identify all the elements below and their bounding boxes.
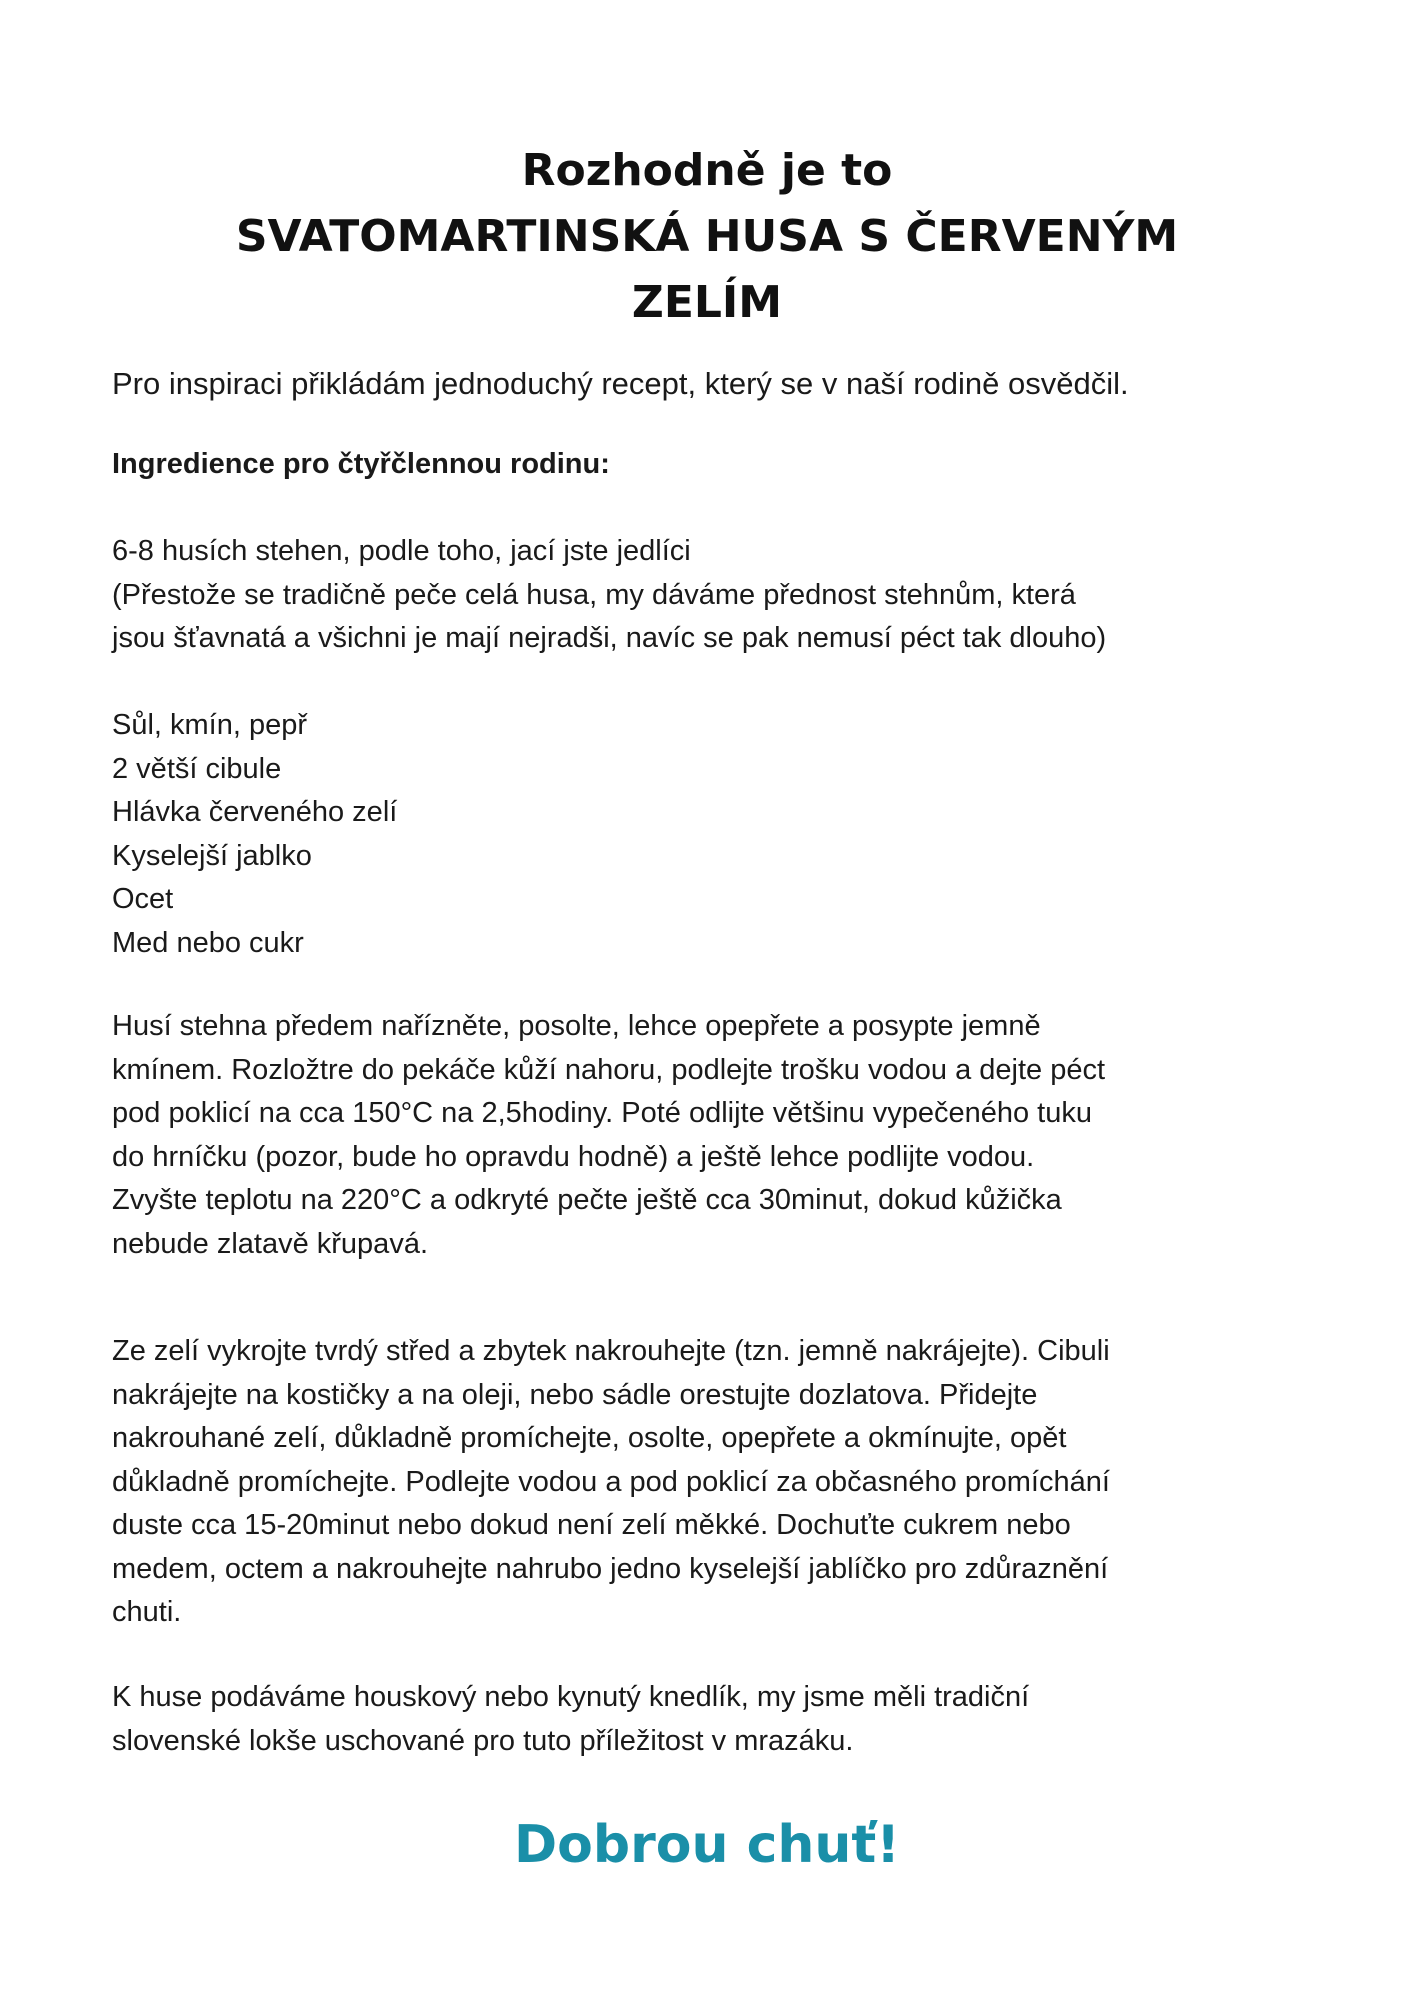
servings-line: (Přestože se tradičně peče celá husa, my dáváme přednost stehnům, která <box>112 578 1076 611</box>
servings-note <box>112 530 1332 661</box>
serve-line: slovenské lokše uschované pro tuto příležitost v mrazáku. <box>112 1724 854 1757</box>
cabbage-line: Ze zelí vykrojte tvrdý střed a zbytek nakrouhejte (tzn. jemně nakrájejte). Cibuli <box>112 1335 1110 1367</box>
ingredient-item: Kyselejší jablko <box>112 839 312 872</box>
cabbage-line: duste cca 15-20minut nebo dokud není zelí měkké. Dochuťte cukrem nebo <box>112 1509 1071 1541</box>
ingredient-item: Ocet <box>112 883 174 915</box>
cabbage-line: nakrájejte na kostičky a na oleji, nebo sádle orestujte dozlatova. Přidejte <box>112 1378 1038 1411</box>
title-line-1: Rozhodně je to <box>521 145 893 196</box>
title-line-2: SVATOMARTINSKÁ HUSA S ČERVENÝM <box>235 211 1179 262</box>
ingredients-list <box>112 704 1332 965</box>
servings-line: 6-8 husích stehen, podle toho, jací jste jedlíci <box>112 535 691 567</box>
goose-line: do hrníčku (pozor, bude ho opravdu hodně) a ještě lehce podlijte vodou. <box>112 1140 1035 1173</box>
ingredient-item: Med nebo cukr <box>112 926 304 959</box>
recipe-title <box>0 138 1414 336</box>
goose-line: Zvyšte teplotu na 220°C a odkryté pečte ještě cca 30minut, dokud kůžička <box>112 1184 1062 1216</box>
cabbage-line: důkladně promíchejte. Podlejte vodou a pod poklicí za občasného promíchání <box>112 1465 1110 1498</box>
serving-suggestion <box>112 1676 1332 1763</box>
cabbage-line: chuti. <box>112 1596 182 1628</box>
ingredients-heading: Ingredience pro čtyřčlennou rodinu: <box>112 448 610 480</box>
servings-line: jsou šťavnatá a všichni je mají nejradši, navíc se pak nemusí péct tak dlouho) <box>112 622 1107 654</box>
title-line-3: ZELÍM <box>631 277 783 328</box>
goose-line: Husí stehna předem nařízněte, posolte, lehce opepřete a posypte jemně <box>112 1010 1041 1042</box>
ingredient-item: Hlávka červeného zelí <box>112 796 398 828</box>
intro-text: Pro inspiraci přikládám jednoduchý recept, který se v naší rodině osvědčil. <box>112 366 1129 401</box>
goose-instructions <box>112 1005 1332 1266</box>
ingredient-item: Sůl, kmín, pepř <box>112 709 308 741</box>
goose-line: pod poklicí na cca 150°C na 2,5hodiny. Poté odlijte většinu vypečeného tuku <box>112 1097 1092 1129</box>
goose-line: nebude zlatavě křupavá. <box>112 1227 428 1260</box>
cabbage-instructions <box>112 1330 1332 1635</box>
serve-line: K huse podáváme houskový nebo kynutý knedlík, my jsme měli tradiční <box>112 1681 1030 1713</box>
closing-greeting: Dobrou chuť! <box>513 1815 901 1875</box>
ingredient-item: 2 větší cibule <box>112 752 282 785</box>
cabbage-line: medem, octem a nakrouhejte nahrubo jedno kyselejší jablíčko pro zdůraznění <box>112 1552 1109 1585</box>
goose-line: kmínem. Rozložtre do pekáče kůží nahoru, podlejte trošku vodou a dejte péct <box>112 1053 1106 1086</box>
cabbage-line: nakrouhané zelí, důkladně promíchejte, osolte, opepřete a okmínujte, opět <box>112 1422 1067 1454</box>
